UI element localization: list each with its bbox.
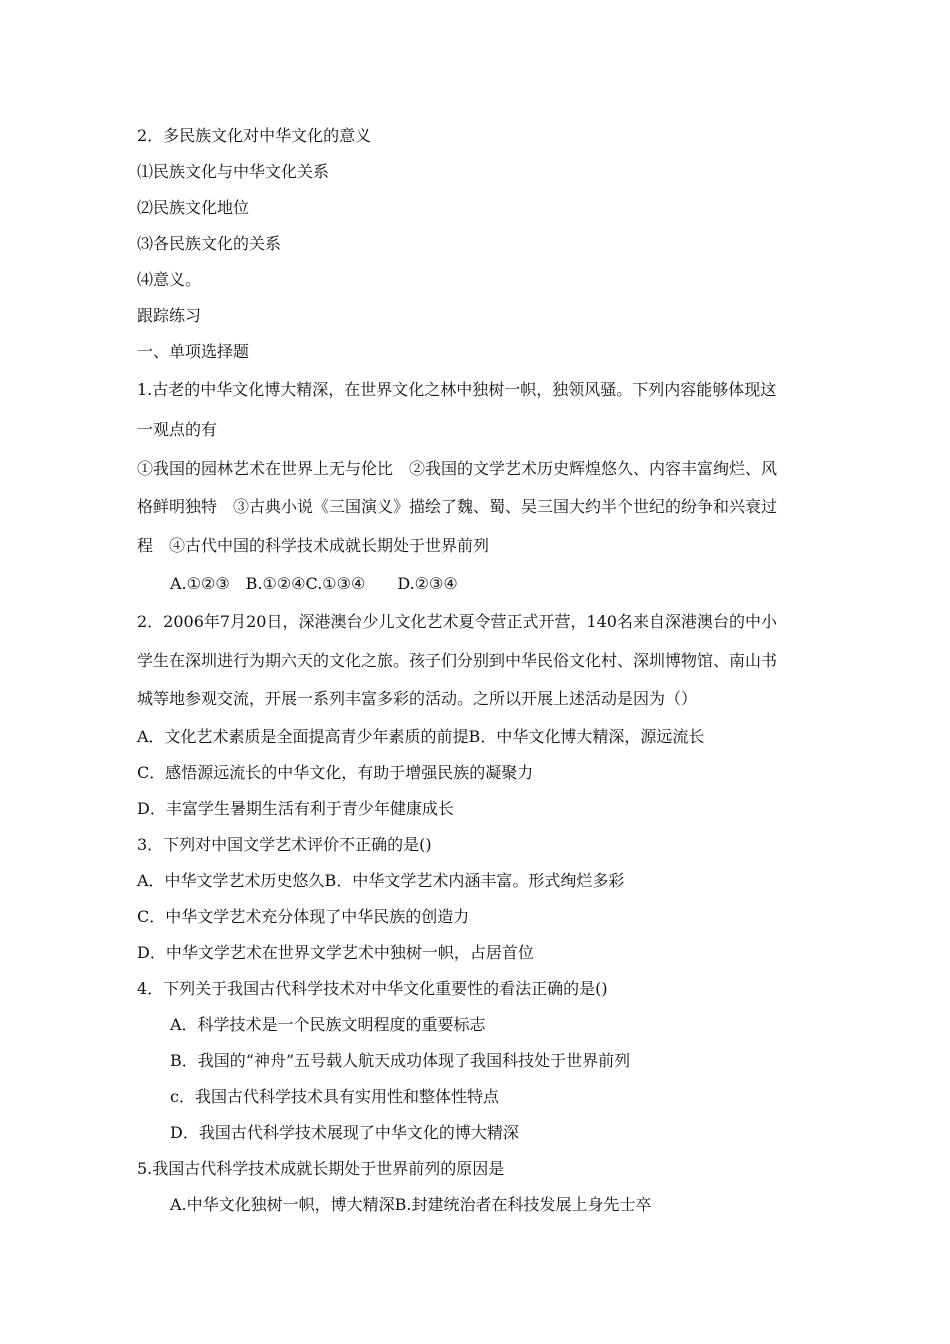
- answer-option: C．感悟源远流长的中华文化，有助于增强民族的凝聚力: [137, 763, 534, 782]
- question-text: 4．下列关于我国古代科学技术对中华文化重要性的看法正确的是(): [137, 979, 608, 998]
- outline-item: ⑷意义。: [137, 270, 202, 289]
- answer-option: C．中华文学艺术充分体现了中华民族的创造力: [137, 907, 470, 926]
- question-text: 5.我国古代科学技术成就长期处于世界前列的原因是: [137, 1159, 505, 1178]
- answer-option: A．中华文学艺术历史悠久B．中华文学艺术内涵丰富。形式绚烂多彩: [137, 871, 625, 890]
- answer-option: D．中华文学艺术在世界文学艺术中独树一帜，占居首位: [137, 943, 534, 962]
- answer-option: c．我国古代科学技术具有实用性和整体性特点: [170, 1087, 499, 1106]
- answer-option: D．我国古代科学技术展现了中华文化的博大精深: [170, 1123, 519, 1142]
- section-heading: 2．多民族文化对中华文化的意义: [137, 126, 372, 145]
- answer-option: D．丰富学生暑期生活有利于青少年健康成长: [137, 799, 454, 818]
- exercise-heading: 跟踪练习: [137, 306, 202, 325]
- question-text: 2．2006年7月20日，深港澳台少儿文化艺术夏令营正式开营，140名来自深港澳台的中小: [137, 612, 777, 631]
- answer-option: B．我国的“神舟”五号载人航天成功体现了我国科技处于世界前列: [170, 1051, 631, 1070]
- answer-option: A.中华文化独树一帜，博大精深B.封建统治者在科技发展上身先士卒: [170, 1195, 652, 1214]
- outline-item: ⑴民族文化与中华文化关系: [137, 162, 330, 181]
- question-text: 学生在深圳进行为期六天的文化之旅。孩子们分别到中华民俗文化村、深圳博物馆、南山书: [137, 651, 778, 670]
- outline-item: ⑵民族文化地位: [137, 198, 250, 217]
- question-text: 1.古老的中华文化博大精深，在世界文化之林中独树一帜，独领风骚。下列内容能够体现这: [137, 380, 777, 399]
- question-text: 程 ④古代中国的科学技术成就长期处于世界前列: [137, 536, 490, 555]
- question-text: 格鲜明独特 ③古典小说《三国演义》描绘了魏、蜀、吴三国大约半个世纪的纷争和兴衰过: [137, 497, 778, 516]
- question-text: ①我国的园林艺术在世界上无与伦比 ②我国的文学艺术历史辉煌悠久、内容丰富绚烂、风: [137, 459, 778, 478]
- question-text: 3．下列对中国文学艺术评价不正确的是(): [137, 835, 432, 854]
- outline-item: ⑶各民族文化的关系: [137, 234, 282, 253]
- question-text: 城等地参观交流，开展一系列丰富多彩的活动。之所以开展上述活动是因为（）: [137, 689, 698, 708]
- question-type-heading: 一、单项选择题: [137, 342, 250, 361]
- question-text: 一观点的有: [137, 420, 218, 439]
- answer-options: A.①②③ B.①②④C.①③④ D.②③④: [170, 574, 458, 593]
- answer-option: A．科学技术是一个民族文明程度的重要标志: [170, 1015, 486, 1034]
- answer-option: A．文化艺术素质是全面提高青少年素质的前提B．中华文化博大精深，源远流长: [137, 727, 705, 746]
